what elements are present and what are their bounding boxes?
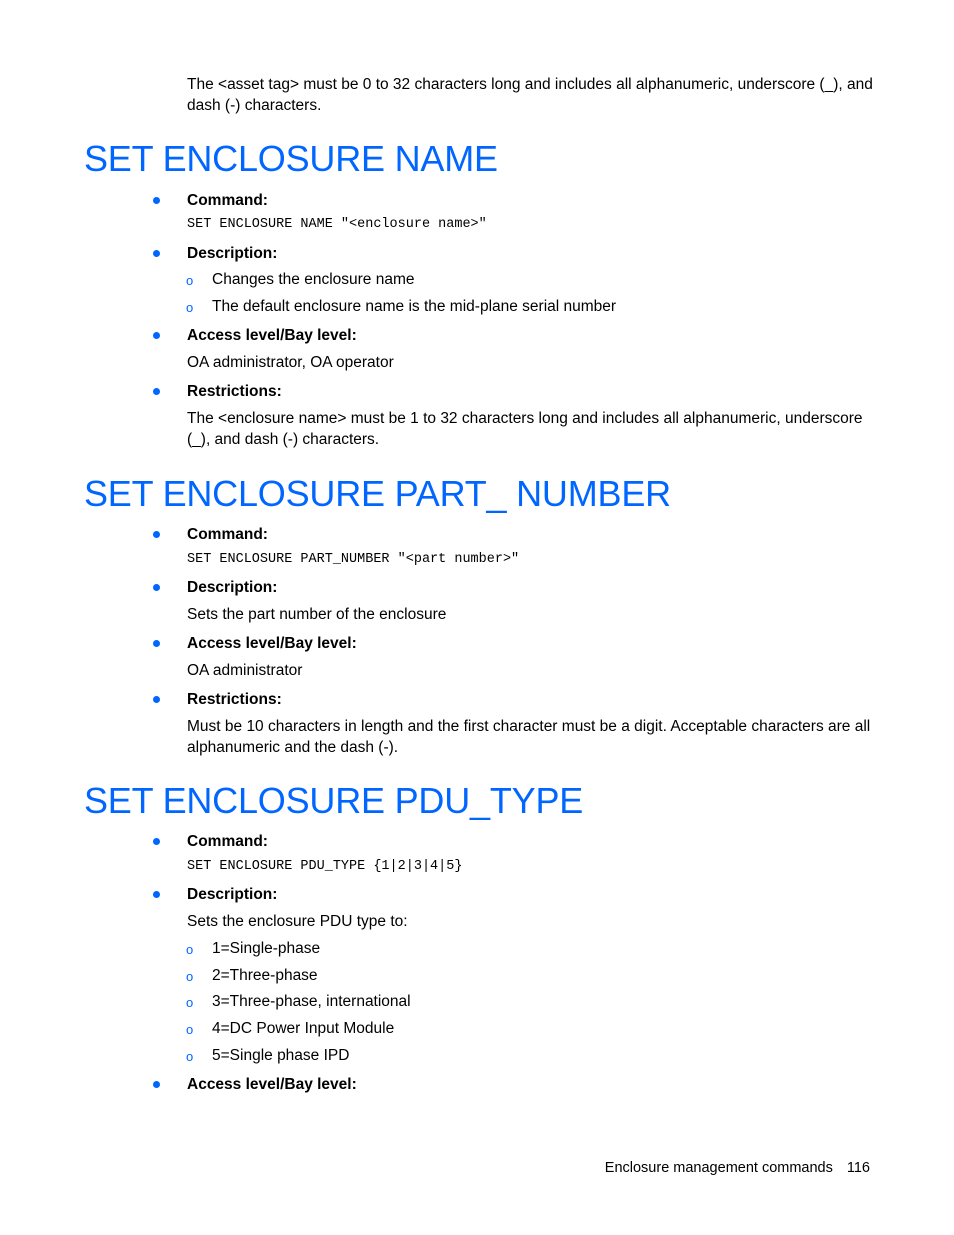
section-heading-enclosure-name: SET ENCLOSURE NAME [84,138,498,179]
restrictions-label: Restrictions: [187,691,282,708]
bullet-icon [153,838,160,845]
access-value: OA administrator [187,662,303,679]
restrictions-value: The <enclosure name> must be 1 to 32 characters long and includes all alphanumeric, underscore (_), and dash (-) characters. [187,410,863,448]
bullet-icon [153,197,160,204]
sub-bullet-icon: o [186,942,194,957]
sub-bullet-icon: o [186,273,194,288]
description-item: Changes the enclosure name [212,271,415,288]
command-syntax: SET ENCLOSURE NAME "<enclosure name>" [187,217,487,232]
access-value: OA administrator, OA operator [187,354,394,371]
pdu-type-option: 1=Single-phase [212,940,321,957]
section-heading-part-number: SET ENCLOSURE PART_ NUMBER [84,473,671,514]
bullet-icon [153,1081,160,1088]
bullet-icon [153,640,160,647]
command-syntax: SET ENCLOSURE PART_NUMBER "<part number>" [187,552,520,567]
bullet-icon [153,388,160,395]
page-footer [605,1158,870,1178]
sub-bullet-icon: o [186,995,194,1010]
bullet-icon [153,584,160,591]
sub-bullet-icon: o [186,1049,194,1064]
command-label: Command: [187,833,268,850]
bullet-icon [153,332,160,339]
intro-paragraph: The <asset tag> must be 0 to 32 characters long and includes all alphanumeric, underscore (_), and dash (-) characters. [187,76,873,114]
bullet-icon [153,696,160,703]
description-item: The default enclosure name is the mid-plane serial number [212,298,617,315]
restrictions-value: Must be 10 characters in length and the first character must be a digit. Acceptable characters are all alphanumeric and the dash (-). [187,718,871,756]
description-value: Sets the part number of the enclosure [187,606,447,623]
bullet-icon [153,531,160,538]
sub-bullet-icon: o [186,1022,194,1037]
page-number: 116 [846,1160,870,1176]
command-label: Command: [187,526,268,543]
pdu-type-option: 2=Three-phase [212,967,318,984]
access-label: Access level/Bay level: [187,1076,357,1093]
bullet-icon [153,250,160,257]
pdu-type-option: 4=DC Power Input Module [212,1020,395,1037]
access-label: Access level/Bay level: [187,327,357,344]
bullet-icon [153,891,160,898]
section-heading-pdu-type: SET ENCLOSURE PDU_TYPE [84,780,584,821]
sub-bullet-icon: o [186,969,194,984]
restrictions-label: Restrictions: [187,383,282,400]
access-label: Access level/Bay level: [187,635,357,652]
sub-bullet-icon: o [186,300,194,315]
description-label: Description: [187,245,278,262]
command-label: Command: [187,192,268,209]
description-value: Sets the enclosure PDU type to: [187,913,408,930]
description-label: Description: [187,886,278,903]
description-label: Description: [187,579,278,596]
command-syntax: SET ENCLOSURE PDU_TYPE {1|2|3|4|5} [187,859,463,874]
pdu-type-option: 5=Single phase IPD [212,1047,350,1064]
pdu-type-option: 3=Three-phase, international [212,993,411,1010]
footer-section-title: Enclosure management commands [604,1160,833,1176]
